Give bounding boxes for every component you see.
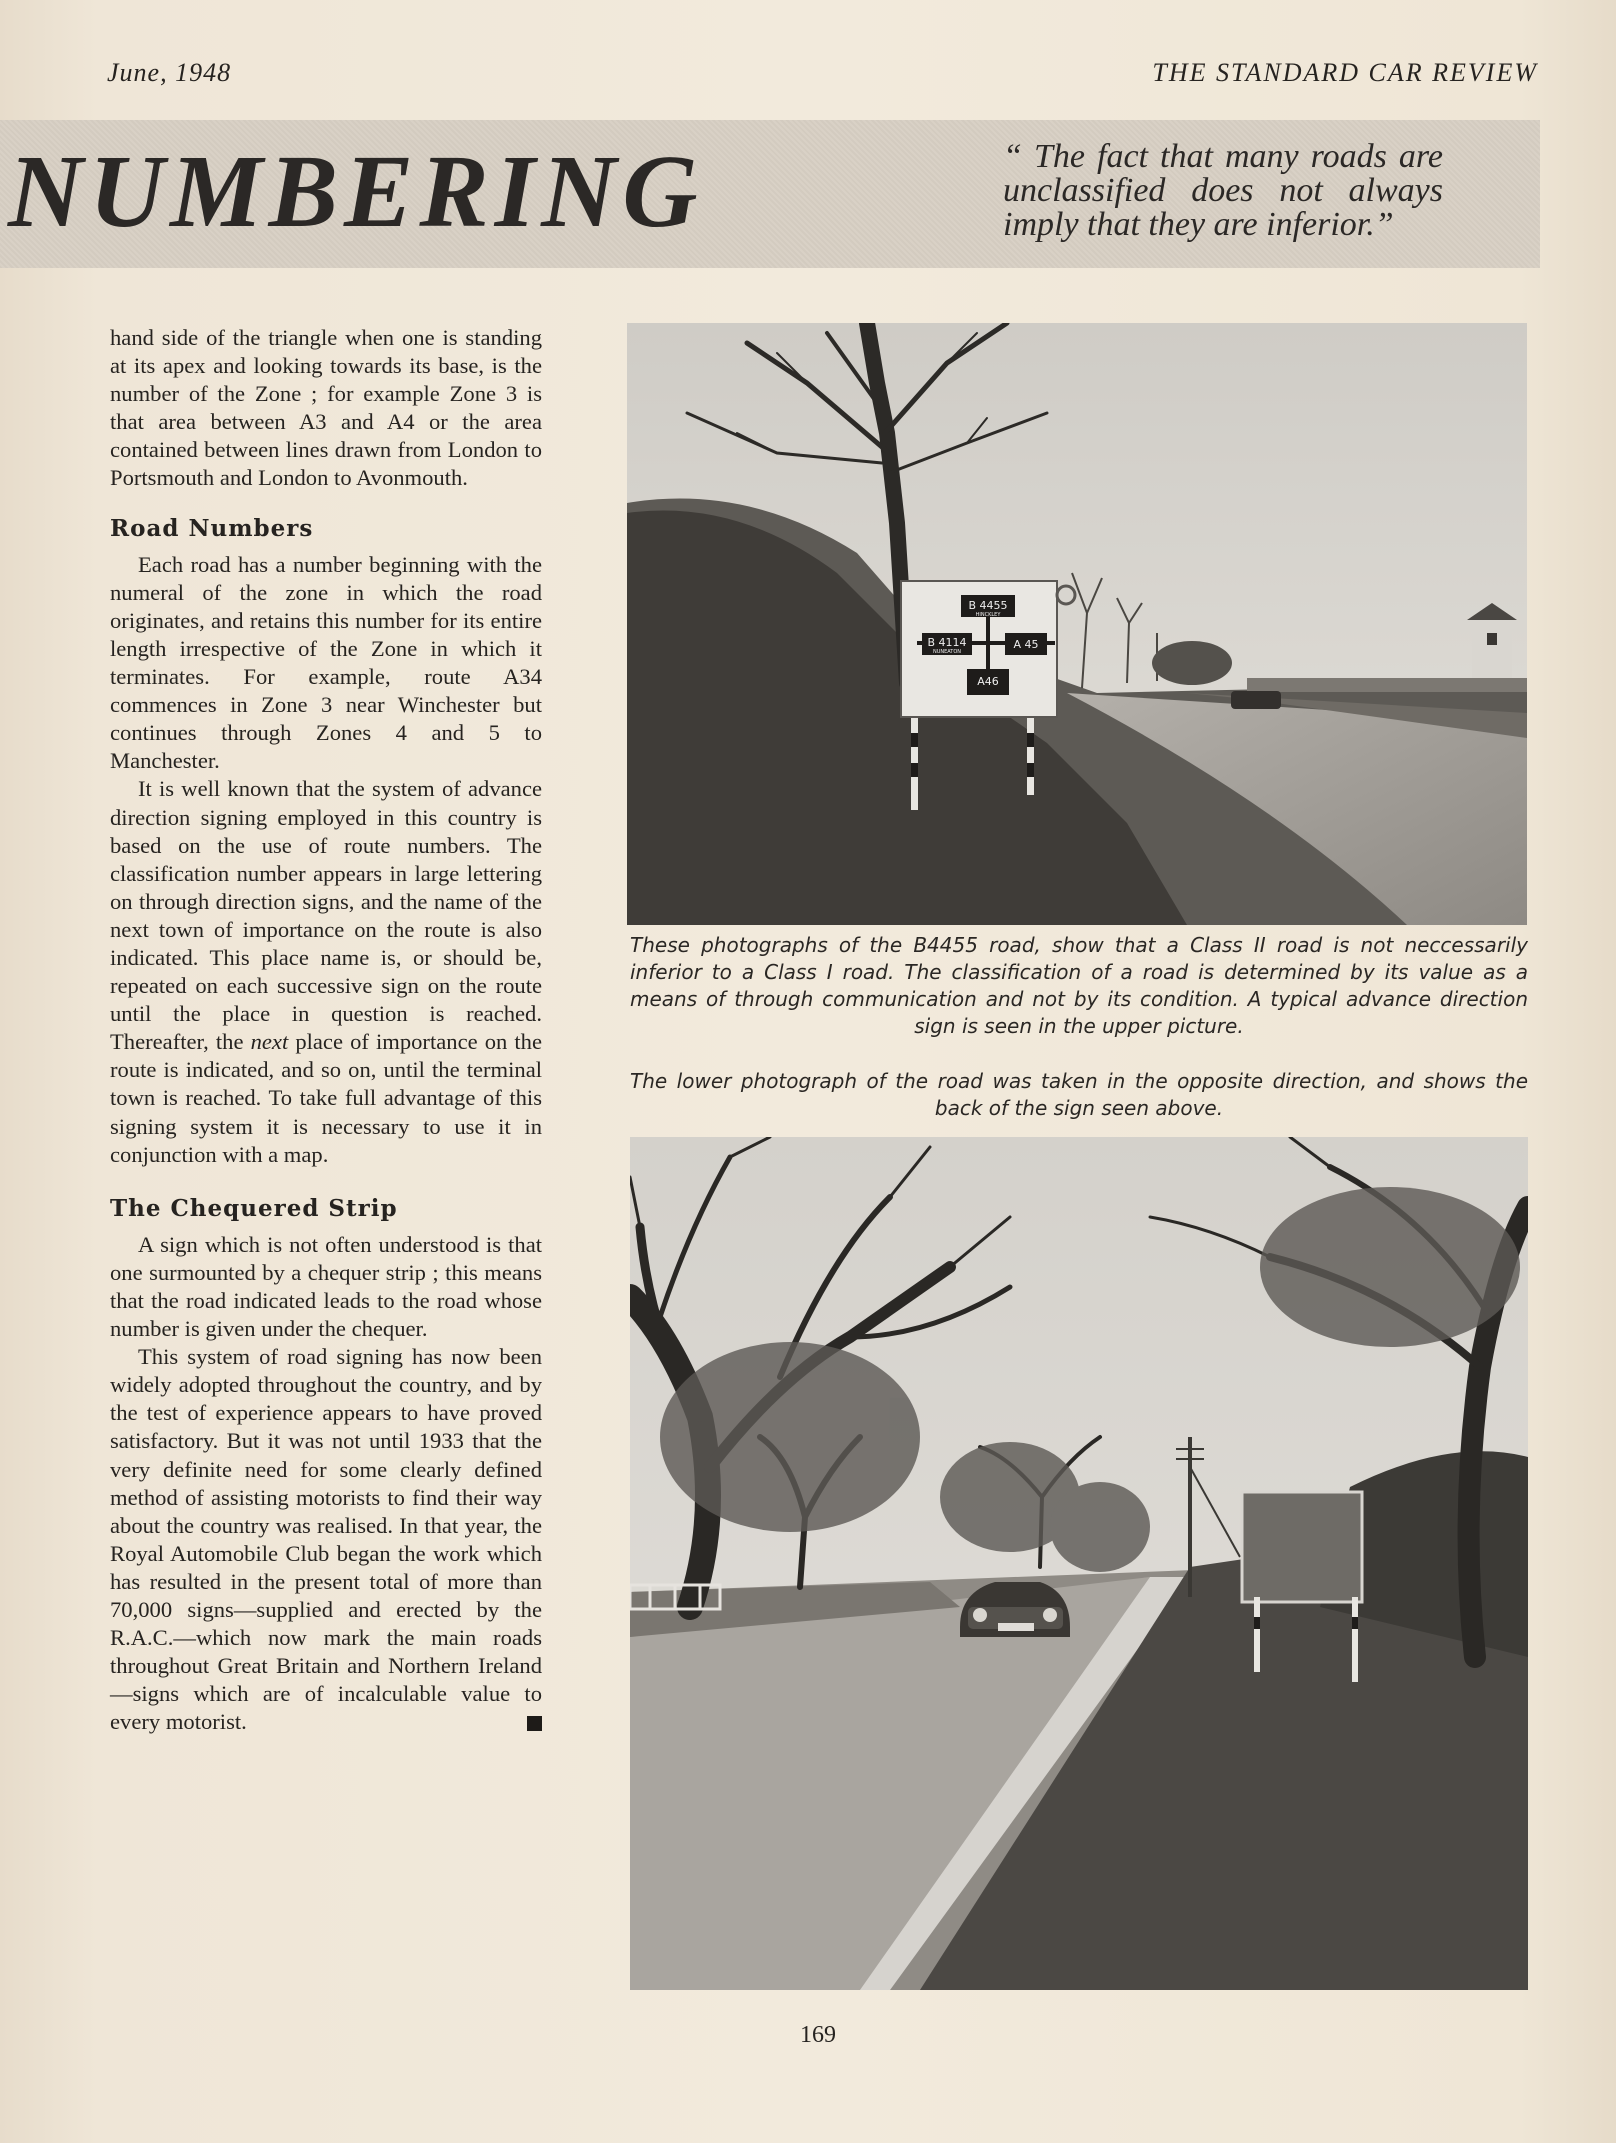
sign-top-number: B 4455 xyxy=(968,599,1008,612)
chequered-strip-heading: The Chequered Strip xyxy=(110,1194,398,1222)
sign-right-number: A 45 xyxy=(1013,638,1039,651)
article-title: NUMBERING xyxy=(8,134,704,249)
lower-photo-drawing xyxy=(630,1137,1528,1990)
sign-top-place: HINCKLEY xyxy=(975,612,1001,618)
paragraph-text: It is well known that the system of advance direction signing employed in this country is based on the use of route numbers. The classification number appears in large lettering on through direction signs, and the name of the next town of importance on the route is also indicated. This place name is, or should be, repeated on each successive sign on the route until the place in question is reached. Thereafter, the xyxy=(110,776,542,1055)
chequered-strip-paragraph-2 xyxy=(110,1343,542,1736)
emphasis-next: next xyxy=(250,1029,289,1055)
end-of-article-mark xyxy=(527,1716,542,1731)
article-column xyxy=(110,324,542,1737)
sign-left-number: B 4114 xyxy=(927,636,967,649)
road-numbers-heading: Road Numbers xyxy=(110,514,314,542)
road-numbers-paragraph-1: Each road has a number beginning with the numeral of the zone in which the road originates, and retains this number for its entire length irrespective of the Zone in which it terminates. For example, route A34 commences in Zone 3 near Winchester but continues through Zones 4 and 5 to Manchester. xyxy=(110,551,542,774)
upper-photograph xyxy=(627,323,1527,925)
sign-left-place: NUNEATON xyxy=(932,649,962,655)
sign-bottom-number: A46 xyxy=(977,675,999,688)
upper-photo-caption: These photographs of the B4455 road, show that a Class II road is not neccessarily inferior to a Class I road. The classification of a road is determined by its value as a means of through communication and not by its condition. A typical advance direction sign is seen in the upper picture. xyxy=(630,933,1528,1038)
page-number: 169 xyxy=(800,2022,836,2048)
intro-paragraph: hand side of the triangle when one is standing at its apex and looking towards its base, is the number of the Zone ; for example Zone 3 is that area between A3 and A4 or the area contained between lines drawn from London to Portsmouth and London to Avonmouth. xyxy=(110,325,542,491)
paragraph-text: This system of road signing has now been widely adopted throughout the country, and by the test of experience appears to have proved satisfactory. But it was not until 1933 that the very definite need for some clearly defined method of assisting motorists to find their way about the country was realised. In that year, the Royal Automobile Club began the work which has resulted in the present total of more than 70,000 signs—supplied and erected by the R.A.C.—which now mark the main roads throughout Great Britain and Northern Ireland—signs which are of incalculable value to every motorist. xyxy=(110,1344,542,1735)
issue-date: June, 1948 xyxy=(107,58,232,87)
lower-photo-caption: The lower photograph of the road was taken in the opposite direction, and shows the back of the sign seen above. xyxy=(630,1069,1528,1120)
publication-title: THE STANDARD CAR REVIEW xyxy=(1152,58,1538,87)
lower-photograph xyxy=(630,1137,1528,1990)
road-numbers-paragraph-2 xyxy=(110,775,542,1168)
upper-photo-drawing xyxy=(627,323,1527,925)
chequered-strip-paragraph-1: A sign which is not often understood is that one surmounted by a chequer strip ; this means that the road indicated leads to the road whose number is given under the chequer. xyxy=(110,1231,542,1342)
pull-quote: “ The fact that many roads are unclassified does not always imply that they are inferior.” xyxy=(1003,138,1443,243)
paragraph-text: place of importance on the route is indicated, and so on, until the terminal town is reached. To take full advantage of this signing system it is necessary to use it in conjunction with a map. xyxy=(110,1029,543,1167)
